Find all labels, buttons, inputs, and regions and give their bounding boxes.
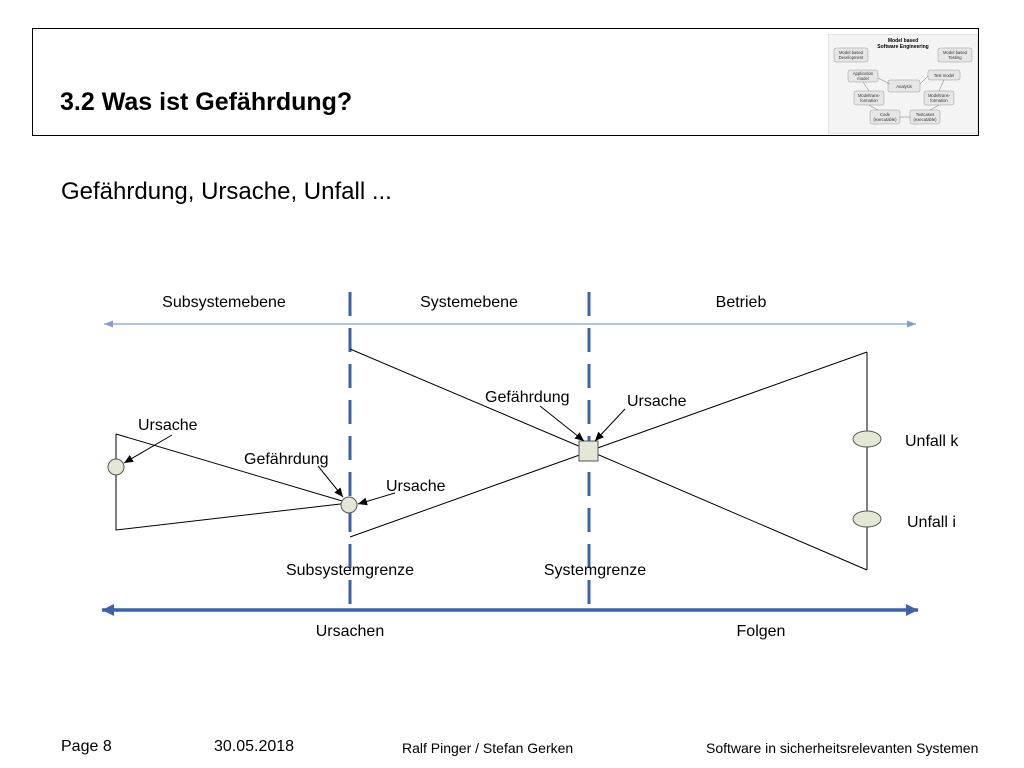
mini-analysis: Analysis bbox=[896, 84, 912, 89]
left-fault-tree-outline bbox=[116, 434, 349, 530]
pointer-ursache-sys bbox=[595, 409, 625, 441]
mini-mbt-1: Model based bbox=[943, 50, 967, 55]
accident-i-node bbox=[853, 511, 881, 527]
label-consequences: Folgen bbox=[736, 623, 786, 640]
cause-node-left bbox=[108, 459, 124, 475]
label-causes: Ursachen bbox=[315, 623, 385, 640]
footer-page: Page 8 bbox=[61, 738, 112, 755]
mini-mbd-2: Development bbox=[838, 55, 864, 60]
pointer-gefaehrdung-sub bbox=[318, 466, 343, 497]
label-ursache-mid: Ursache bbox=[386, 478, 446, 495]
mini-mt2-1: Modeltrans- bbox=[927, 93, 951, 98]
mini-mbt-2: Testing bbox=[948, 55, 962, 60]
label-unfall-i: Unfall i bbox=[907, 514, 956, 531]
subtitle: Gefährdung, Ursache, Unfall ... bbox=[61, 178, 392, 205]
mini-tc-1: Testcases bbox=[915, 112, 935, 117]
level-operation: Betrieb bbox=[715, 294, 767, 311]
label-gefaehrdung-sys: Gefährdung bbox=[485, 389, 570, 406]
mini-tc-2: (executable) bbox=[913, 117, 937, 122]
mini-app-1: Application bbox=[852, 71, 874, 76]
mini-test: Test model bbox=[933, 73, 955, 78]
subsystem-hazard-node bbox=[341, 497, 357, 513]
mini-title-1: Model based bbox=[887, 38, 919, 44]
level-subsystem: Subsystemebene bbox=[162, 294, 286, 311]
mini-mbd-1: Model based bbox=[839, 50, 863, 55]
mini-mt1-2: formation bbox=[860, 98, 878, 103]
label-gefaehrdung-sub: Gefährdung bbox=[244, 451, 329, 468]
mini-code-1: Code bbox=[879, 112, 891, 117]
event-tree-lower bbox=[592, 452, 867, 570]
label-subsystem-boundary: Subsystemgrenze bbox=[285, 562, 415, 579]
footer-date: 30.05.2018 bbox=[214, 738, 295, 755]
mini-mt1-1: Modeltrans- bbox=[857, 93, 881, 98]
label-unfall-k: Unfall k bbox=[905, 433, 959, 450]
pointer-ursache-left bbox=[124, 435, 172, 463]
page-title: 3.2 Was ist Gefährdung? bbox=[60, 88, 353, 116]
label-ursache-sys: Ursache bbox=[627, 393, 687, 410]
mini-title-2: Software Engineering bbox=[877, 44, 929, 50]
footer-authors: Ralf Pinger / Stefan Gerken bbox=[402, 740, 574, 756]
label-ursache-left: Ursache bbox=[138, 417, 198, 434]
mini-mt2-2: formation bbox=[930, 98, 948, 103]
mini-app-2: model bbox=[857, 76, 869, 81]
pointer-gefaehrdung-sys bbox=[540, 406, 584, 441]
accident-k-node bbox=[853, 431, 881, 447]
footer-course: Software in sicherheitsrelevanten Systemen bbox=[706, 740, 979, 756]
level-system: Systemebene bbox=[420, 294, 518, 311]
label-system-boundary: Systemgrenze bbox=[543, 562, 647, 579]
mini-code-2: (executable) bbox=[873, 117, 897, 122]
system-hazard-node bbox=[579, 441, 598, 461]
